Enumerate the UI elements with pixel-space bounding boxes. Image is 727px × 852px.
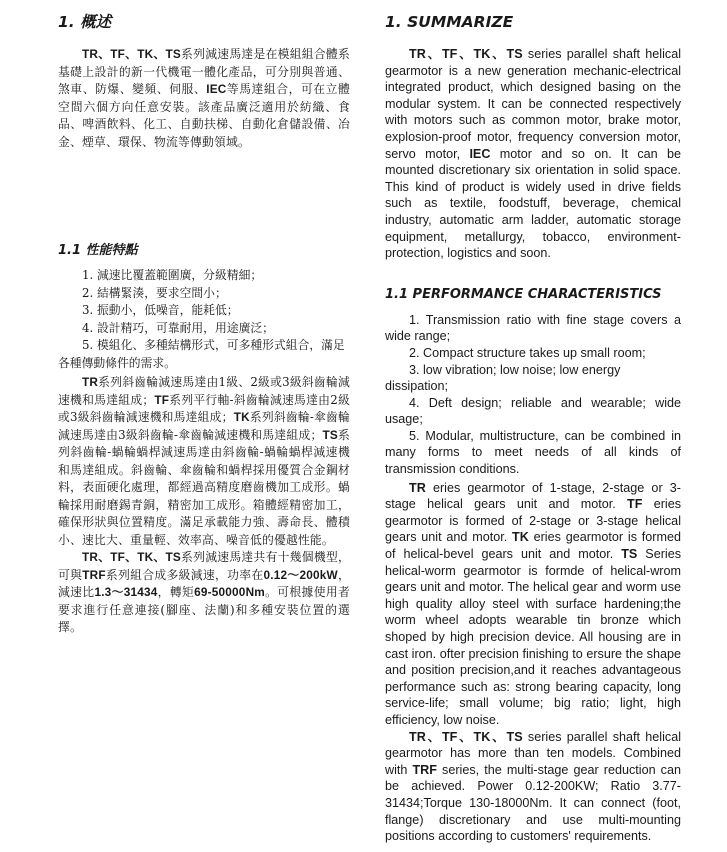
ts-label: TS [621,547,638,562]
trf-label: TRF [412,762,437,777]
feature-item: 4. Deft design; reliable and wearable; wide usage; [385,395,681,427]
text: eries gearmotor is formed of helical-bevel gears unit and motor. [385,530,681,562]
feature-item: 1. Transmission ratio with fine stage covers a wide range; [385,312,681,344]
right-column [385,0,681,845]
left-column [58,0,350,637]
text: 系列斜齒輪-蝸輪蝸桿減速馬達由斜齒輪-蝸輪蝸桿減速機和馬達組成。斜齒輪、傘齒輪和蝸桿採用優質合金鋼材料，表面硬化處理，都經過高精度磨齒機加工成形。蝸輪採用耐磨錫青銅，精密加工成形。箱體經精密加工，確保形狀與位置精度。滿足承載能力強、壽命長、體積小、速比大、重量輕、效率高、噪音低的優越性能。 [58,427,351,547]
features-list-en [385,312,681,478]
power-range: 0.12～200kW [263,567,338,582]
tr-label: TR [82,375,99,389]
feature-item: 2. 結構緊湊，要求空間小； [82,285,227,300]
text: series parallel shaft helical gearmotor has more than ten models. Combined with [385,729,681,777]
iec-label: IEC [469,146,491,161]
model-names: TR、TF、TK、TS [82,550,181,564]
series-paragraph-en [385,480,681,729]
intro-text-1: 系列減速馬達是在模組組合體系基礎上設計的新一代機電一體化產品，可分別與普通、煞車、防爆、變頻、伺服、 [58,47,350,96]
models-paragraph-zh [58,549,350,637]
ratio-range: 1.3～31434 [94,585,158,599]
text: ，減速比 [58,567,350,599]
subsection-title-zh: 1.1 性能特點 [58,243,138,258]
feature-item: 3. 振動小，低噪音，能耗低； [82,303,239,317]
tk-label: TK [512,530,529,545]
text: eries gearmotor is formed of 2-stage or 3-stage helical gears unit and motor. [385,497,682,545]
tf-label: TF [627,497,643,512]
subsection-title-en: 1.1 PERFORMANCE CHARACTERISTICS [385,286,662,302]
text: series, the multi-stage gear reduction can be achieved. Power 0.12-200KW; Ratio 3.77-31434;Torque 130-18000Nm. It can connect (foot, flange) discretionary and use multi-mounting positions according to customers' requirements. [385,762,681,844]
text: 系列減速馬達共有十幾個機型，可與 [58,550,350,582]
text: 系列組合成多級減速，功率在 [105,567,264,582]
feature-item: 3. low vibration; low noise; low energy dissipation; [385,362,621,394]
text: Series helical-worm gearmotor is formde of helical-wrom gears unit and motor. The helical gear and worm use high quality alloy steel with surface hardening;the worm wheel adopts wearable tin bronze which shoped by high precision device. All housing are in cast iron. ofter precision finishing to ersure the shape and position precision,and it reaches advantageous performance such as: strong bearing capacity, long service-life; small volume; big ratio; light, high efficiency, low noise. [385,547,681,727]
series-paragraph-zh [58,374,350,549]
feature-item: 2. Compact structure takes up small room; [409,345,646,360]
feature-item: 1. 減速比覆蓋範圍廣，分級精細； [82,268,263,282]
text: eries gearmotor of 1-stage, 2-stage or 3-stage helical gears unit and motor. [385,480,681,512]
model-names: TR、TF、TK、TS [82,47,181,61]
intro-paragraph-en [385,46,681,262]
section-title-en: 1. SUMMARIZE [385,13,514,31]
models-paragraph-en [385,729,681,845]
trf-label: TRF [82,567,106,582]
iec-label: IEC [206,82,227,96]
features-list-zh [58,267,350,372]
section-title-zh: 1. 概述 [58,13,112,31]
feature-item: 4. 設計精巧，可靠耐用，用途廣泛； [82,320,274,335]
text: motor and so on. It can be mounted discretionary six orientation in solid space. This kind of product is widely used in drive fields such as textile, foodstuff, beverage, chemical industry, automatic arm ladder, automatic storage equipment, metallurgy, tobacco, environment-protection, logistics and soon. [385,146,681,261]
tf-label: TF [154,392,170,407]
torque-range: 69-50000Nm [194,585,265,599]
text: 系列斜齒輪減速馬達由1級、2級或3級斜齒輪減速機和馬達組成； [58,375,350,407]
ts-label: TS [322,427,338,442]
text: 。可根據使用者要求進行任意連接(腳座、法蘭)和多種安裝位置的選擇。 [58,585,350,634]
text: ，轉矩 [157,585,195,599]
model-names: TR、TF、TK、TS [409,47,523,61]
intro-text-2: 等馬達組合，可在立體空間六個方向任意安裝。該產品廣泛適用於紡織、食品、啤酒飲料、化工、自動扶梯、自動化倉儲設備、冶金、煙草、環保、物流等傳動領域。 [58,82,350,149]
tk-label: TK [233,410,250,424]
text: 系列平行軸-斜齒輪減速馬達由2級或3級斜齒輪減速機和馬達組成； [58,392,350,424]
feature-item: 5. Modular, multistructure, can be combined in many forms to meet needs of all kinds of transmission conditions. [385,428,681,477]
text: 系列斜齒輪-傘齒輪減速馬達由3級斜齒輪-傘齒輪減速機和馬達組成； [58,410,350,442]
feature-item: 5. 模組化、多種結構形式，可多種形式組合，滿足各種傳動條件的需求。 [58,338,345,370]
text: series parallel shaft helical gearmotor is a new generation mechanic-electrical integrated product, which designed basing on the modular system. It can be connected respectively with motors such as common motor, brake motor, explosion-proof motor, frequency conversion motor, servo motor, [385,47,681,161]
tr-label: TR [409,480,426,495]
intro-paragraph-zh [58,46,350,151]
model-names: TR、TF、TK、TS [409,729,523,744]
